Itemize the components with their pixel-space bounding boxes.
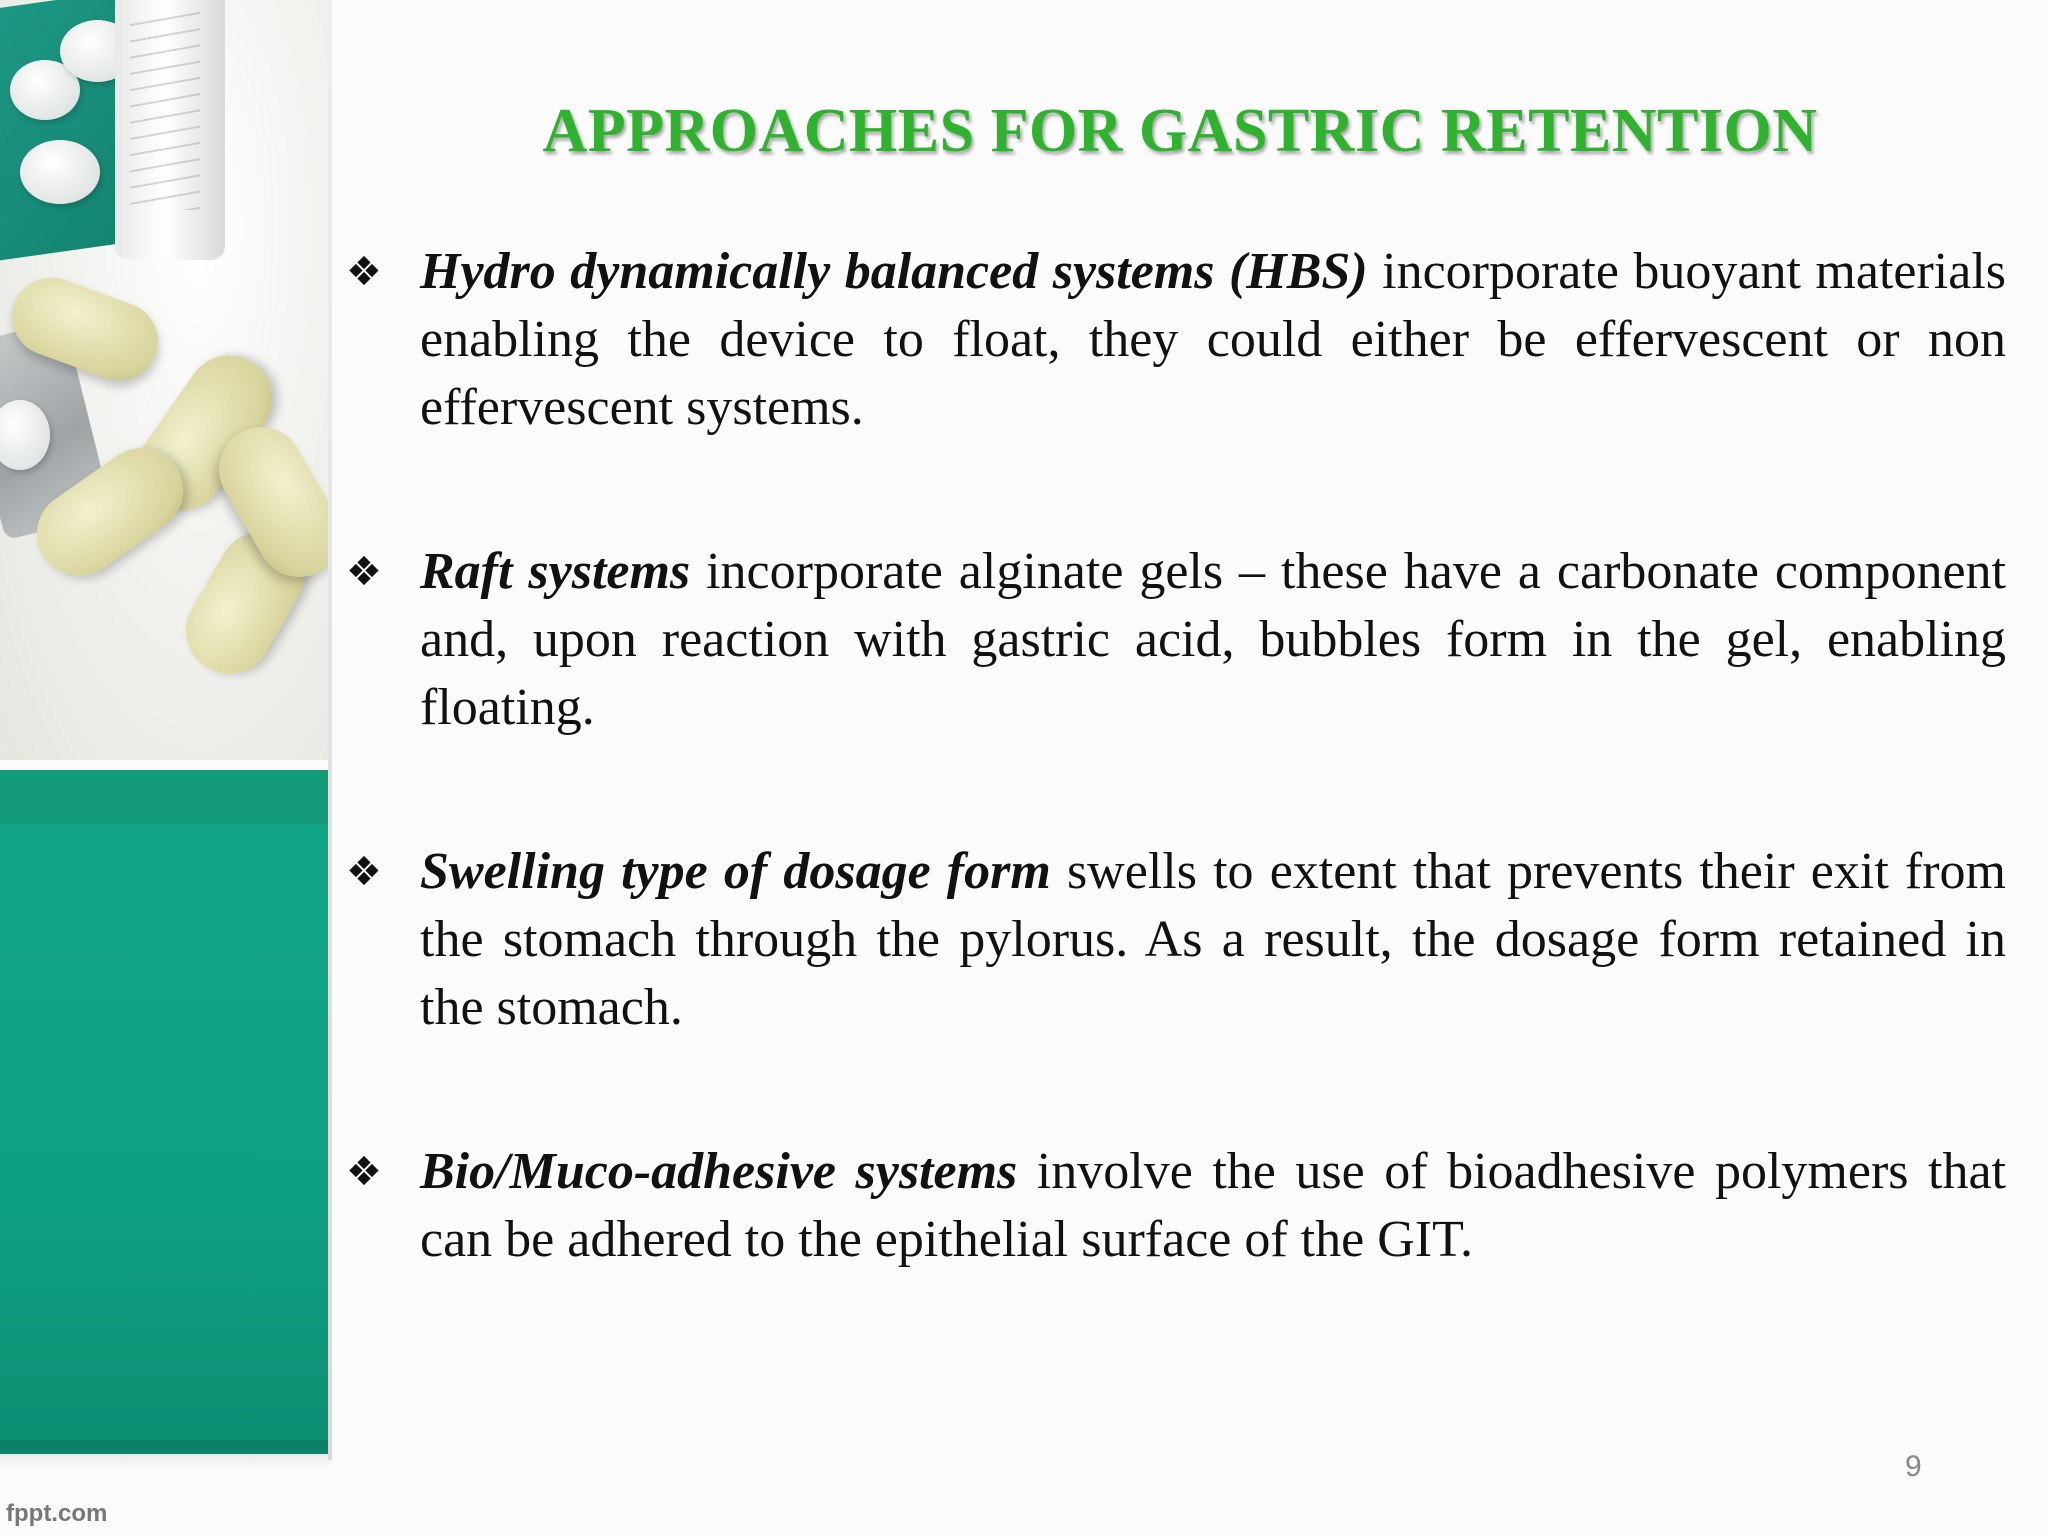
bullet-list (346, 238, 2006, 1274)
green-accent-bar (0, 770, 330, 824)
bullet-text: incorporate alginate gels – these have a carbonate component and, upon reaction with gastric acid, bubbles form in the gel, enabling floating. (420, 543, 2006, 736)
page-number: 9 (1905, 1450, 1922, 1483)
bullet-term: Raft systems (420, 543, 691, 600)
watermark-logo: fppt.com (6, 1500, 108, 1527)
diamond-bullet-icon: ❖ (346, 549, 382, 595)
bullet-item (346, 1138, 2006, 1274)
bottle-label-image (130, 10, 200, 210)
panel-shadow (0, 1440, 330, 1470)
decorative-side-panel (0, 0, 330, 1536)
bullet-term: Swelling type of dosage form (420, 843, 1051, 900)
diamond-bullet-icon: ❖ (346, 1149, 382, 1195)
bullet-term: Hydro dynamically balanced systems (HBS) (420, 243, 1368, 300)
bullet-text: incorporate buoyant materials enabling the device to float, they could either be effervescent or non effervescent systems. (420, 243, 2006, 436)
bullet-text: involve the use of bioadhesive polymers that can be adhered to the epithelial surface of the GIT. (420, 1143, 2006, 1268)
bullet-text: swells to extent that prevents their exit from the stomach through the pylorus. As a result, the dosage form retained in the stomach. (420, 843, 2006, 1036)
diamond-bullet-icon: ❖ (346, 849, 382, 895)
slide-title: APPROACHES FOR GASTRIC RETENTION (542, 97, 1818, 165)
green-accent-block (0, 824, 330, 1454)
bullet-item (346, 538, 2006, 742)
bullet-item (346, 238, 2006, 442)
white-tablet-image (20, 140, 100, 204)
bullet-term: Bio/Muco-adhesive systems (420, 1143, 1018, 1200)
bullet-item (346, 838, 2006, 1042)
pills-photo (0, 0, 330, 760)
panel-divider (328, 0, 332, 1460)
diamond-bullet-icon: ❖ (346, 249, 382, 295)
